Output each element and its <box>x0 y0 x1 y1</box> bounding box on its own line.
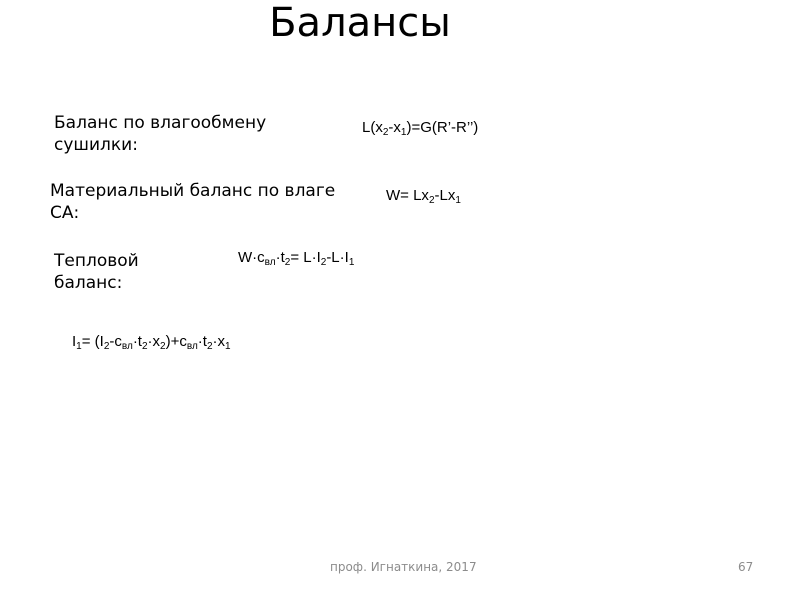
material-balance-label <box>50 180 335 224</box>
formula-part: I <box>72 333 77 350</box>
slide-title: Балансы <box>269 0 451 46</box>
material-balance-formula <box>386 186 461 206</box>
formula-subscript: 1 <box>455 195 461 206</box>
material-balance-label-line2: СА: <box>50 203 80 223</box>
formula-part: -Lx <box>434 187 456 204</box>
formula-subscript: 1 <box>225 341 231 352</box>
formula-subscript: 2 <box>382 127 389 138</box>
formula-subscript: 1 <box>348 257 355 268</box>
formula-part: ·t <box>132 333 142 350</box>
formula-subscript: вл <box>121 341 133 352</box>
formula-subscript: 2 <box>103 341 110 352</box>
heat-balance-label <box>54 250 139 294</box>
formula-subscript: 1 <box>76 341 82 352</box>
formula-part: ·x <box>212 333 226 350</box>
formula-part: -x <box>388 119 401 136</box>
formula-subscript: 2 <box>320 257 327 268</box>
formula-part: -c <box>109 333 122 350</box>
enthalpy-formula <box>72 332 231 352</box>
moisture-balance-formula <box>362 118 478 138</box>
formula-part: = (I <box>81 333 104 350</box>
heat-balance-label-line2: баланс: <box>54 273 123 293</box>
formula-part: W·c <box>238 249 265 266</box>
heat-balance-label-line1: Тепловой <box>54 251 139 271</box>
footer-author: проф. Игнаткина, 2017 <box>330 560 477 574</box>
moisture-balance-label <box>54 112 266 156</box>
moisture-balance-label-line2: сушилки: <box>54 135 138 155</box>
formula-part: = L·I <box>290 249 321 266</box>
formula-subscript: 2 <box>141 341 148 352</box>
formula-part: W= Lx <box>386 187 429 204</box>
heat-balance-formula <box>238 248 354 268</box>
formula-subscript: 2 <box>160 341 166 352</box>
formula-subscript: вл <box>264 257 276 268</box>
material-balance-label-line1: Материальный баланс по влаге <box>50 181 336 201</box>
formula-subscript: вл <box>186 341 198 352</box>
formula-part: )+c <box>165 333 187 350</box>
formula-part: ·t <box>197 333 207 350</box>
moisture-balance-label-line1: Баланс по влагообмену <box>54 113 267 133</box>
formula-part: -L·I <box>326 249 349 266</box>
formula-part: ·x <box>147 333 161 350</box>
formula-part: L(x <box>362 119 383 136</box>
formula-subscript: 2 <box>284 257 291 268</box>
formula-subscript: 2 <box>206 341 213 352</box>
formula-subscript: 2 <box>428 195 435 206</box>
formula-part: )=G(R’-R’’) <box>406 119 479 136</box>
page-number: 67 <box>738 560 754 574</box>
formula-subscript: 1 <box>400 127 407 138</box>
formula-part: ·t <box>275 249 285 266</box>
